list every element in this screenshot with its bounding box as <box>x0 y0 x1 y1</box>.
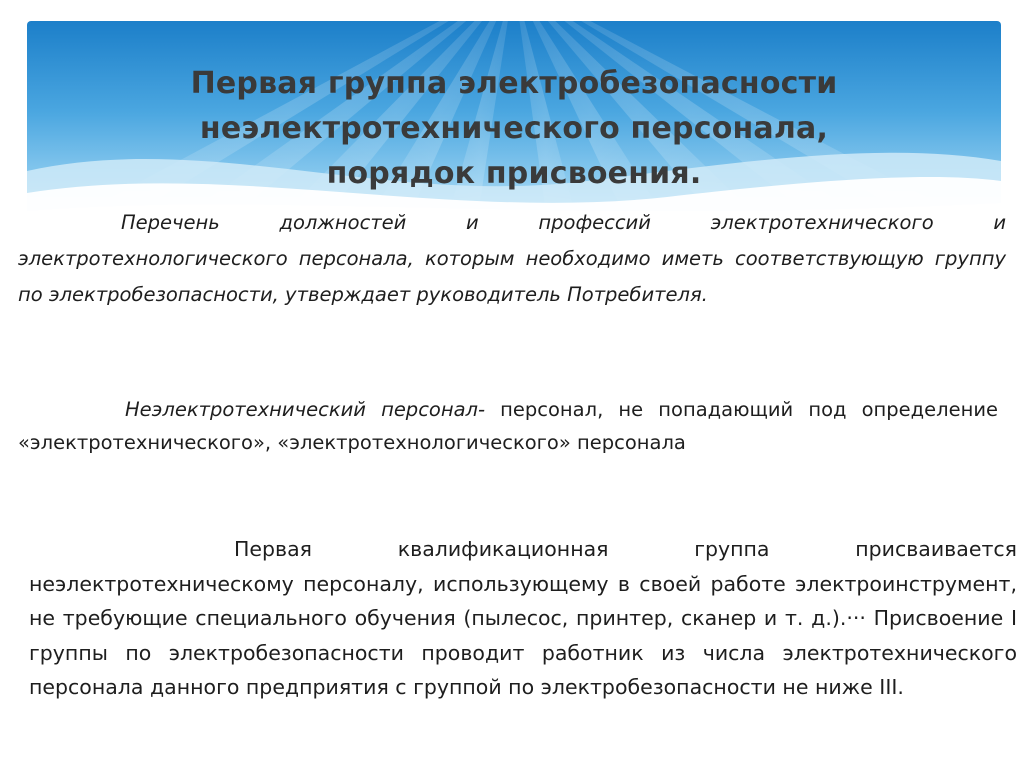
paragraph-positions-list <box>18 205 1006 313</box>
title-line-2: неэлектротехнического персонала, <box>199 111 829 146</box>
page-title <box>27 61 1001 196</box>
paragraph-1-text: Перечень должностей и профессий электротехнического и электротехнологического персонала, которым необходимо иметь соответствующую группу по электробезопасности, утверждает руководитель Потребителя. <box>18 211 1006 306</box>
definition-text: персонал, не попадающий под определение «электротехнического», «электротехнологического» персонала <box>18 398 999 454</box>
title-line-1: Первая группа электробезопасности <box>190 66 838 101</box>
paragraph-first-group <box>29 532 1017 705</box>
paragraph-3-text: Первая квалификационная группа присваивается неэлектротехническому персоналу, использующему в своей работе электроинструмент, не требующие специального обучения (пылесос, принтер, сканер и т. д.).··· Присвоение I группы по электробезопасности проводит работник из числа электротехнического персонала данного предприятия с группой по электробезопасности не ниже III. <box>29 537 1017 699</box>
definition-term: Неэлектротехнический персонал- <box>125 398 486 421</box>
header-banner <box>27 21 1001 221</box>
title-line-3: порядок присвоения. <box>326 156 702 191</box>
paragraph-definition <box>18 393 998 459</box>
